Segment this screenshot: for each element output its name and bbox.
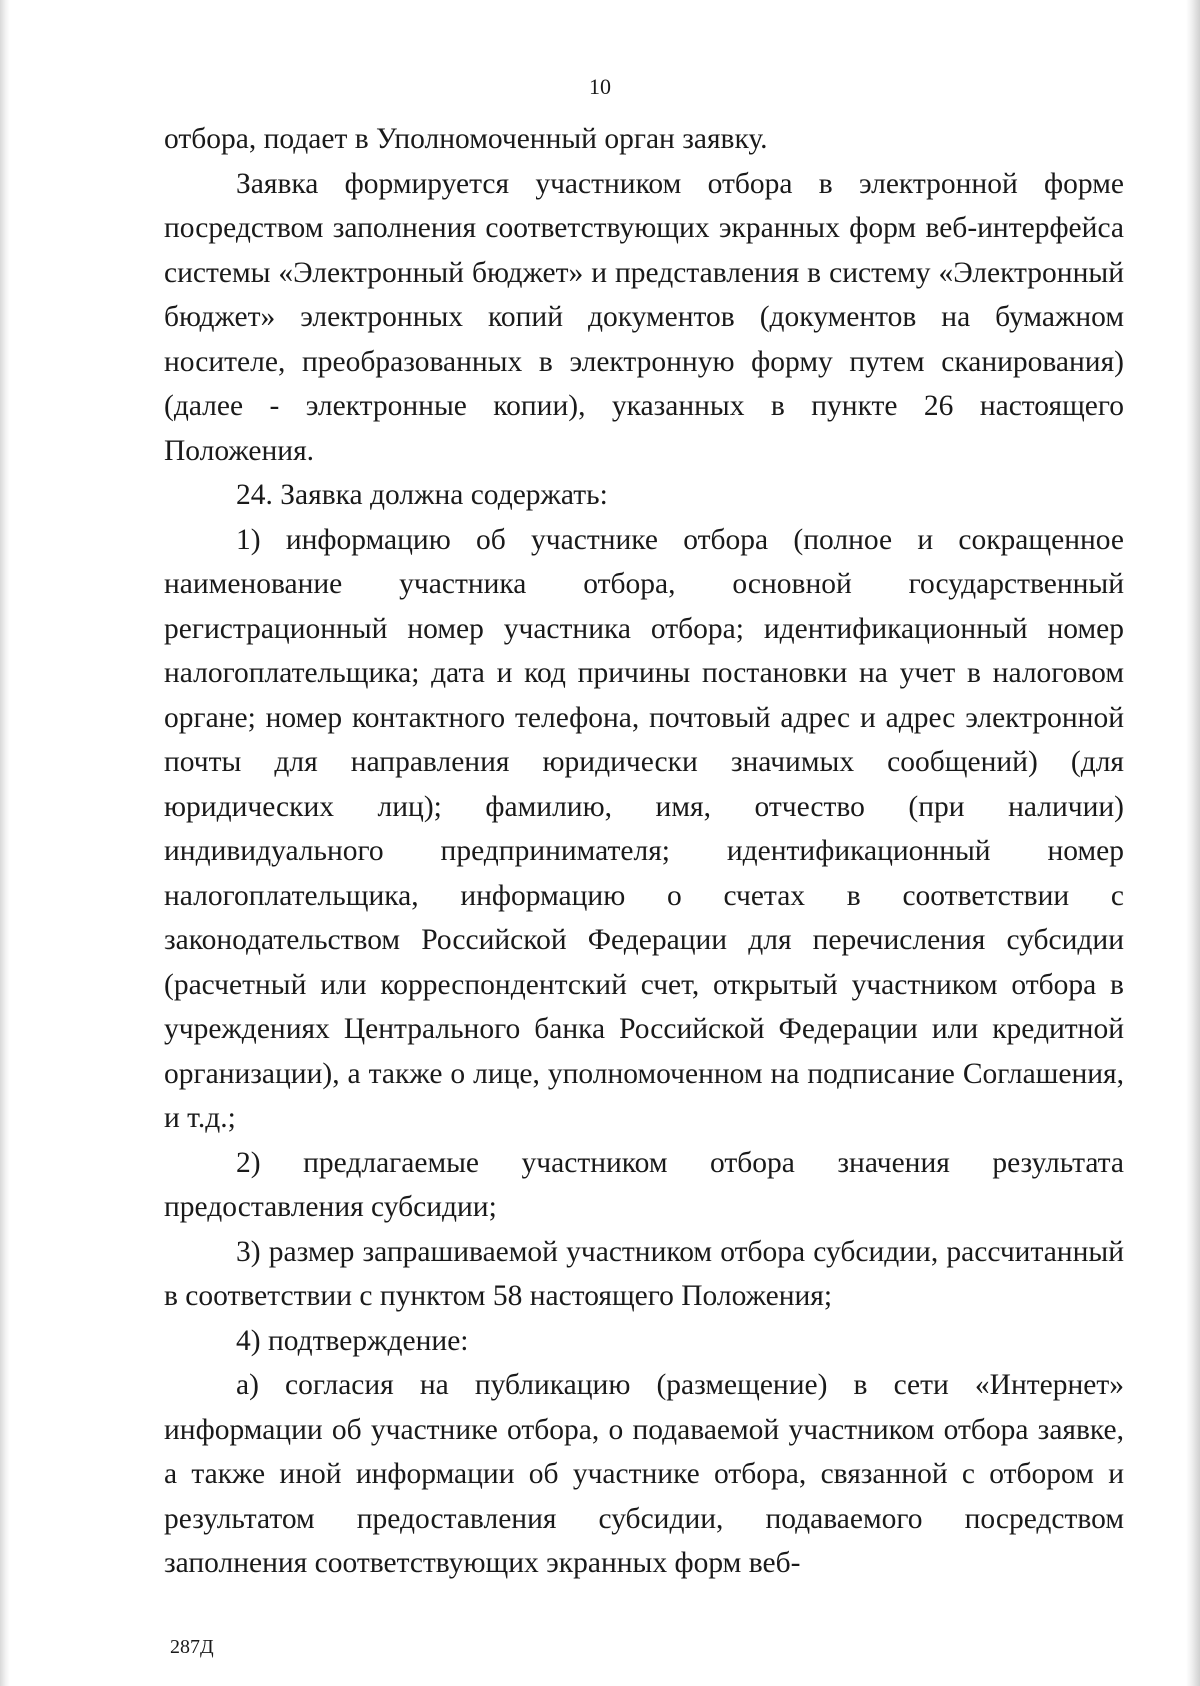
paragraph-continuation: отбора, подает в Уполномоченный орган заявку. xyxy=(164,123,768,155)
paragraph-application-formation: Заявка формируется участником отбора в электронной форме посредством заполнения соответствующих экранных форм веб-интерфейса системы «Электронный бюджет» и представления в систему «Электронный бюджет» электронных копий документов (документов на бумажном носителе, преобразованных в электронную форму путем сканирования) (далее - электронные копии), указанных в пункте 26 настоящего Положения. xyxy=(164,167,1124,467)
page-number: 10 xyxy=(589,74,611,99)
paragraph-item-2: 2) предлагаемые участником отбора значения результата предоставления субсидии; xyxy=(164,1146,1124,1223)
document-code: 287Д xyxy=(170,1636,214,1658)
scan-edge-right xyxy=(1186,0,1200,1686)
document-body xyxy=(164,117,1124,1586)
paragraph-clause-24: 24. Заявка должна содержать: xyxy=(236,479,608,511)
paragraph-item-4: 4) подтверждение: xyxy=(236,1324,469,1357)
scan-edge-left xyxy=(0,0,10,1686)
paragraph-item-1: 1) информацию об участнике отбора (полное и сокращенное наименование участника отбора, основной государственный регистрационный номер участника отбора; идентификационный номер налогоплательщика; дата и код причины постановки на учет в налоговом органе; номер контактного телефона, почтовый адрес и адрес электронной почты для направления юридически значимых сообщений) (для юридических лиц); фамилию, имя, отчество (при наличии) индивидуального предпринимателя; идентификационный номер налогоплательщика, информацию о счетах в соответствии с законодательством Российской Федерации для перечисления субсидии (расчетный или корреспондентский счет, открытый участником отбора в учреждениях Центрального банка Российской Федерации или кредитной организации), а также о лице, уполномоченном на подписание Соглашения, и т.д.; xyxy=(164,523,1124,1134)
paragraph-item-4a: а) согласия на публикацию (размещение) в сети «Интернет» информации об участнике отбора, о подаваемой участником отбора заявке, а также иной информации об участнике отбора, связанной с отбором и результатом предоставления субсидии, подаваемого посредством заполнения соответствующих экранных форм веб- xyxy=(164,1369,1124,1579)
paragraph-item-3: 3) размер запрашиваемой участником отбора субсидии, рассчитанный в соответствии с пунктом 58 настоящего Положения; xyxy=(164,1235,1124,1312)
